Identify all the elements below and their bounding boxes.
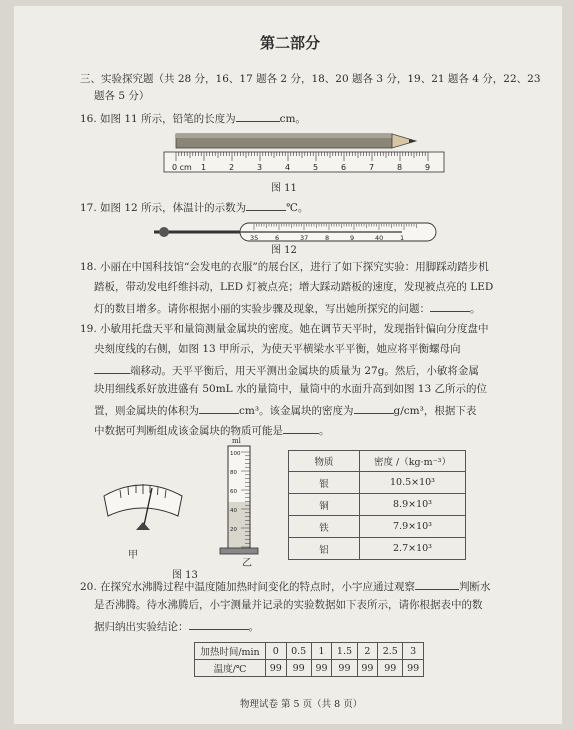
cylinder-unit-label: ml <box>232 437 241 445</box>
thermometer-label: 8 <box>325 234 330 242</box>
boiling-data-table <box>194 642 424 677</box>
boil-cell: 0 <box>266 643 287 660</box>
density-table <box>288 450 466 560</box>
ruler-label: 8 <box>397 163 403 172</box>
table-row <box>289 516 466 538</box>
thermometer-label: 1 <box>400 234 405 242</box>
q17-text: 17. 如图 12 所示，体温计的示数为 ℃。 <box>80 199 308 215</box>
q18-line3: 灯的数目增多。请你根据小丽的实验步骤及现象，写出她所探究的问题： 。 <box>94 300 481 316</box>
density-header-cell: 密度 /（kg·m⁻³） <box>360 451 466 472</box>
q16-figure-caption: 图 11 <box>271 183 297 194</box>
ruler-label: 1 <box>201 163 207 172</box>
density-table-body <box>289 472 466 560</box>
ruler-label: 2 <box>229 163 235 172</box>
boil-cell: 99 <box>311 660 332 677</box>
q18-blank <box>430 300 470 312</box>
cylinder-label: 100 <box>230 451 241 457</box>
boil-cell: 3 <box>403 643 424 660</box>
q19-blank-density <box>354 402 394 414</box>
page-footer: 物理试卷 第 5 页（共 8 页） <box>240 699 363 710</box>
boil-cell: 加热时间/min <box>195 643 266 660</box>
q17-figure-caption: 图 12 <box>271 245 297 256</box>
boil-cell: 99 <box>403 660 424 677</box>
q18-line1: 18. 小丽在中国科技馆“会发电的衣服”的展台区，进行了如下探究实验：用脚踩动踏步机 <box>80 261 489 273</box>
table-row <box>195 643 424 660</box>
cylinder-label: 20 <box>230 527 237 533</box>
q19-blank-direction <box>94 362 130 374</box>
q17-blank <box>246 199 286 211</box>
boil-cell: 0.5 <box>286 643 311 660</box>
table-row <box>289 472 466 494</box>
q20-blank-observe <box>415 578 459 590</box>
graduated-cylinder-figure <box>214 440 264 560</box>
q19-line5: 置，则金属块的体积为 cm³。该金属块的密度为 g/cm³，根据下表 <box>94 402 476 418</box>
boil-cell: 99 <box>266 660 287 677</box>
boil-cell: 99 <box>332 660 357 677</box>
boil-cell: 1.5 <box>332 643 357 660</box>
thermometer-label: 40 <box>375 234 384 242</box>
q19-figure-caption: 图 13 <box>172 570 198 581</box>
thermometer-label: 9 <box>350 234 355 242</box>
table-row <box>195 660 424 677</box>
density-cell: 8.9×10³ <box>360 494 466 516</box>
q19-line2: 央刻度线的右侧，如图 13 甲所示，为使天平横梁水平平衡，她应将平衡螺母向 <box>94 343 461 355</box>
ruler-label: 5 <box>313 163 319 172</box>
balance-dial-figure <box>98 472 188 536</box>
table-row <box>289 494 466 516</box>
density-cell: 2.7×10³ <box>360 538 466 560</box>
density-cell: 铁 <box>289 516 360 538</box>
label-jia: 甲 <box>128 550 138 561</box>
label-yi: 乙 <box>242 558 252 569</box>
thermometer-figure <box>154 214 454 244</box>
section-title: 第二部分 <box>260 34 321 52</box>
q19-line4: 块用细线系好放进盛有 50mL 水的量筒中，量筒中的水面升高到如图 13 乙所示的位 <box>94 383 487 395</box>
boil-cell: 2 <box>357 643 378 660</box>
q20-line3: 据归纳出实验结论： 。 <box>94 618 259 634</box>
boil-cell: 99 <box>357 660 378 677</box>
q20-line1: 20. 在探究水沸腾过程中温度随加热时间变化的特点时，小宇应通过观察 判断水 <box>80 578 491 594</box>
boil-cell: 温度/℃ <box>195 660 266 677</box>
q20-line2: 是否沸腾。待水沸腾后，小宇测量并记录的实验数据如下表所示，请你根据表中的数 <box>94 599 483 611</box>
ruler-label: 3 <box>257 163 263 172</box>
q3-heading-line1: 三、实验探究题（共 28 分，16、17 题各 2 分，18、20 题各 3 分，19、21 题各 4 分，22、23 <box>80 73 541 85</box>
q19-blank-volume <box>199 402 239 414</box>
density-cell: 铝 <box>289 538 360 560</box>
q16-text: 16. 如图 11 所示，铅笔的长度为 cm。 <box>80 110 306 126</box>
ruler-label: 7 <box>369 163 375 172</box>
density-table-header <box>289 451 466 472</box>
cylinder-label: 80 <box>230 470 237 476</box>
pencil-ruler-figure <box>154 130 454 180</box>
table-row <box>289 538 466 560</box>
density-cell: 铜 <box>289 494 360 516</box>
q16-blank <box>236 110 280 122</box>
q19-line6: 中数据可判断组成该金属块的物质可能是 。 <box>94 422 330 438</box>
q18-line2: 踏板，带动发电纤维抖动，LED 灯被点亮；增大踩动踏板的速度，发现被点亮的 LED <box>94 281 494 293</box>
density-cell: 7.9×10³ <box>360 516 466 538</box>
boil-cell: 1 <box>311 643 332 660</box>
thermometer-label: 6 <box>275 234 280 242</box>
exam-page <box>14 6 562 724</box>
q3-heading-line2: 题各 5 分） <box>94 90 150 102</box>
q19-blank-material <box>283 422 319 434</box>
ruler-label: 6 <box>341 163 347 172</box>
cylinder-label: 60 <box>230 489 237 495</box>
boil-cell: 99 <box>286 660 311 677</box>
ruler-label: 4 <box>285 163 291 172</box>
boil-cell: 99 <box>378 660 403 677</box>
q19-line1: 19. 小敏用托盘天平和量筒测量金属块的密度。她在调节天平时，发现指针偏向分度盘中 <box>80 323 489 335</box>
boil-cell: 2.5 <box>378 643 403 660</box>
cylinder-label: 40 <box>230 508 237 514</box>
q20-blank-conclusion <box>189 618 249 630</box>
ruler-label: 0 cm <box>172 163 192 172</box>
thermometer-label: 37 <box>300 234 309 242</box>
thermometer-label: 35 <box>250 234 259 242</box>
ruler-label: 9 <box>425 163 431 172</box>
density-cell: 10.5×10³ <box>360 472 466 494</box>
q19-line3: 端移动。天平平衡后，用天平测出金属块的质量为 27g。然后，小敏将金属 <box>94 362 479 378</box>
density-header-cell: 物质 <box>289 451 360 472</box>
density-cell: 银 <box>289 472 360 494</box>
